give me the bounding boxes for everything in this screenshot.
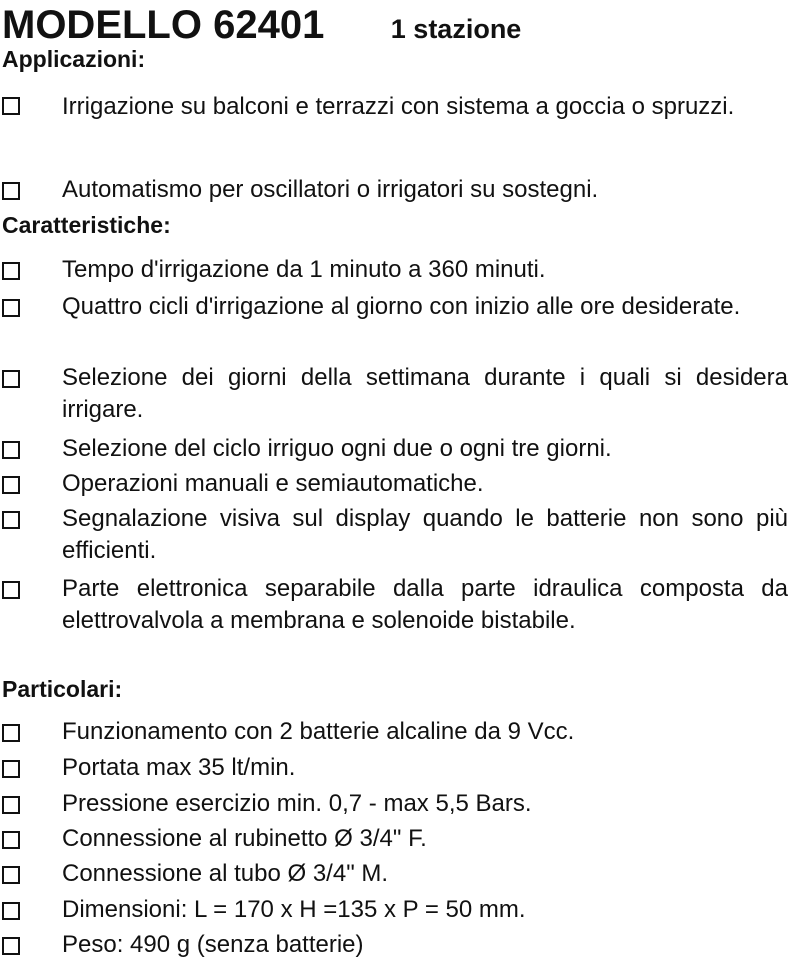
checkbox[interactable] xyxy=(2,97,20,115)
list-item-text: Portata max 35 lt/min. xyxy=(62,754,296,781)
checkbox[interactable] xyxy=(2,581,20,599)
checkbox[interactable] xyxy=(2,760,20,778)
section-title-applicazioni: Applicazioni: xyxy=(2,46,146,72)
list-item-text: Pressione esercizio min. 0,7 - max 5,5 Bars. xyxy=(62,790,532,817)
list-item-text: Selezione del ciclo irriguo ogni due o ogni tre giorni. xyxy=(62,435,612,462)
checkbox[interactable] xyxy=(2,182,20,200)
checkbox[interactable] xyxy=(2,902,20,920)
list-item-text: Irrigazione su balconi e terrazzi con sistema a goccia o spruzzi. xyxy=(62,93,735,120)
checkbox[interactable] xyxy=(2,299,20,317)
list-item-text: Segnalazione visiva sul display quando le batterie non sono più efficienti. xyxy=(62,505,788,564)
model-title: MODELLO 62401 xyxy=(2,3,325,47)
list-item-text: Funzionamento con 2 batterie alcaline da 9 Vcc. xyxy=(62,718,575,745)
section-title-particolari: Particolari: xyxy=(2,676,123,702)
list-item-text: Operazioni manuali e semiautomatiche. xyxy=(62,470,484,497)
checkbox[interactable] xyxy=(2,937,20,955)
list-item-text: Selezione dei giorni della settimana durante i quali si desidera irrigare. xyxy=(62,364,788,423)
checkbox[interactable] xyxy=(2,796,20,814)
checkbox[interactable] xyxy=(2,262,20,280)
list-item-text: Peso: 490 g (senza batterie) xyxy=(62,931,364,958)
list-item-text: Dimensioni: L = 170 x H =135 x P = 50 mm. xyxy=(62,896,526,923)
checkbox[interactable] xyxy=(2,831,20,849)
checkbox[interactable] xyxy=(2,511,20,529)
list-item-text: Quattro cicli d'irrigazione al giorno con inizio alle ore desiderate. xyxy=(62,293,741,320)
checkbox[interactable] xyxy=(2,866,20,884)
checkbox[interactable] xyxy=(2,476,20,494)
checkbox[interactable] xyxy=(2,370,20,388)
checkbox[interactable] xyxy=(2,724,20,742)
list-item-text: Parte elettronica separabile dalla parte idraulica composta da elettrovalvola a membrana e solenoide bistabile. xyxy=(62,575,788,634)
checkbox[interactable] xyxy=(2,441,20,459)
document-header xyxy=(2,2,521,48)
list-item-text: Automatismo per oscillatori o irrigatori su sostegni. xyxy=(62,176,599,203)
list-item-text: Connessione al tubo Ø 3/4" M. xyxy=(62,860,389,887)
list-item-text: Connessione al rubinetto Ø 3/4" F. xyxy=(62,825,427,852)
stations-count: 1 stazione xyxy=(390,14,522,44)
list-item-text: Tempo d'irrigazione da 1 minuto a 360 minuti. xyxy=(62,256,546,283)
section-title-caratteristiche: Caratteristiche: xyxy=(2,212,171,238)
